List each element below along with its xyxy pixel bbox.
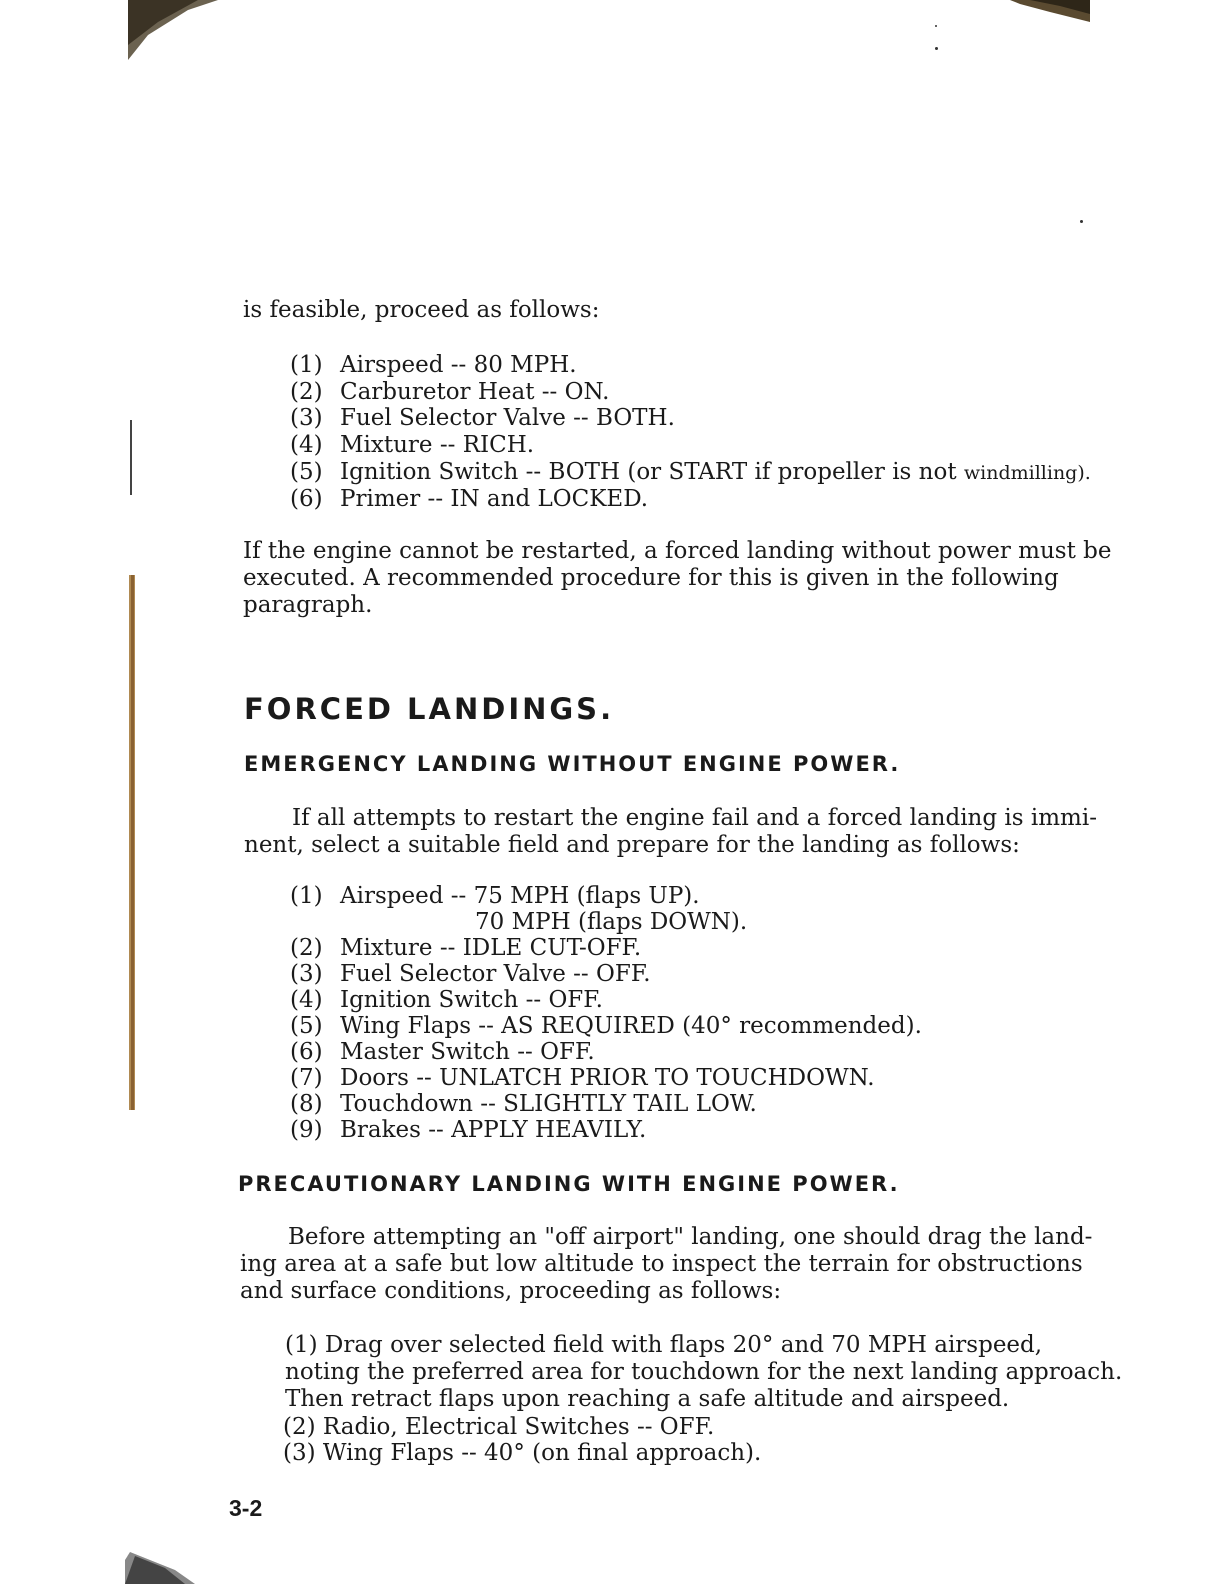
step-text: Primer -- IN and LOCKED. — [340, 486, 649, 512]
step-number: (3) — [290, 405, 323, 431]
emergency-paragraph: If all attempts to restart the engine fail and a forced landing is immi- nent, select a suitable field and prepare for the landing as follows: — [244, 805, 1097, 858]
list-item — [290, 883, 700, 909]
intro-line: is feasible, proceed as follows: — [243, 297, 600, 323]
list-item — [290, 1117, 646, 1143]
list-item — [290, 1091, 757, 1117]
step-number: (5) — [290, 1013, 323, 1039]
step-text: Ignition Switch -- BOTH (or START if propeller is not — [340, 459, 964, 485]
step-text: Mixture -- IDLE CUT-OFF. — [340, 935, 642, 961]
page-corner-shadow — [128, 0, 218, 60]
section-title: FORCED LANDINGS. — [244, 692, 615, 726]
emergency-heading: EMERGENCY LANDING WITHOUT ENGINE POWER. — [244, 752, 901, 776]
step-number: (2) — [290, 379, 323, 405]
step-text: Ignition Switch -- OFF. — [340, 987, 603, 1013]
list-item: (2) Radio, Electrical Switches -- OFF. — [283, 1414, 715, 1440]
step-text: Master Switch -- OFF. — [340, 1039, 595, 1065]
list-item: (3) Wing Flaps -- 40° (on final approach). — [283, 1440, 762, 1466]
list-item — [290, 961, 651, 987]
list-item — [290, 1013, 922, 1039]
list-item — [290, 987, 603, 1013]
list-item — [290, 1065, 875, 1091]
step-number: (2) — [290, 935, 323, 961]
list-item: (1) Drag over selected field with flaps 20° and 70 MPH airspeed, noting the preferred area for touchdown for the next landing approach. Then retract flaps upon reaching a safe altitude and airspeed. — [285, 1332, 1123, 1412]
step-text: Touchdown -- SLIGHTLY TAIL LOW. — [340, 1091, 757, 1117]
page-number: 3-2 — [229, 1495, 263, 1521]
list-item — [290, 432, 534, 458]
step-text: Fuel Selector Valve -- BOTH. — [340, 405, 675, 431]
step-text: Mixture -- RICH. — [340, 432, 535, 458]
step-text: Airspeed -- 80 MPH. — [340, 352, 577, 378]
page-corner-shadow — [1010, 0, 1090, 26]
list-item — [475, 909, 747, 935]
step-number: (8) — [290, 1091, 323, 1117]
step-number: (6) — [290, 486, 323, 512]
binding-line — [130, 420, 132, 495]
step-number: (5) — [290, 459, 323, 485]
step-number: (4) — [290, 987, 323, 1013]
list-item — [290, 405, 675, 431]
step-text: Airspeed -- 75 MPH (flaps UP). — [340, 883, 700, 909]
restart-fail-paragraph: If the engine cannot be restarted, a forced landing without power must be executed. A recommended procedure for this is given in the following paragraph. — [243, 538, 1112, 618]
step-text: 70 MPH (flaps DOWN). — [475, 909, 748, 935]
step-text: Wing Flaps -- AS REQUIRED (40° recommended). — [340, 1013, 922, 1039]
step-text: Carburetor Heat -- ON. — [340, 379, 610, 405]
step-number: (9) — [290, 1117, 323, 1143]
speck — [935, 25, 937, 27]
speck — [1080, 220, 1083, 223]
binding-stain — [127, 575, 139, 1110]
step-text-tail: windmilling). — [963, 462, 1091, 484]
list-item — [290, 1039, 595, 1065]
list-item — [290, 935, 641, 961]
step-text: Brakes -- APPLY HEAVILY. — [340, 1117, 647, 1143]
list-item — [290, 486, 648, 512]
list-item — [290, 459, 1091, 486]
speck — [935, 47, 938, 50]
step-number: (6) — [290, 1039, 323, 1065]
step-text: Fuel Selector Valve -- OFF. — [340, 961, 651, 987]
step-number: (1) — [290, 883, 323, 909]
list-item — [290, 379, 609, 405]
precaution-heading: PRECAUTIONARY LANDING WITH ENGINE POWER. — [238, 1172, 900, 1196]
step-number: (1) — [290, 352, 323, 378]
list-item — [290, 352, 577, 378]
step-number: (3) — [290, 961, 323, 987]
step-text: Doors -- UNLATCH PRIOR TO TOUCHDOWN. — [340, 1065, 875, 1091]
page-corner-shadow — [125, 1540, 205, 1584]
precaution-paragraph: Before attempting an "off airport" landing, one should drag the land- ing area at a safe but low altitude to inspect the terrain for obstructions and surface conditions, proceeding as follows: — [240, 1224, 1093, 1304]
step-number: (7) — [290, 1065, 323, 1091]
step-number: (4) — [290, 432, 323, 458]
